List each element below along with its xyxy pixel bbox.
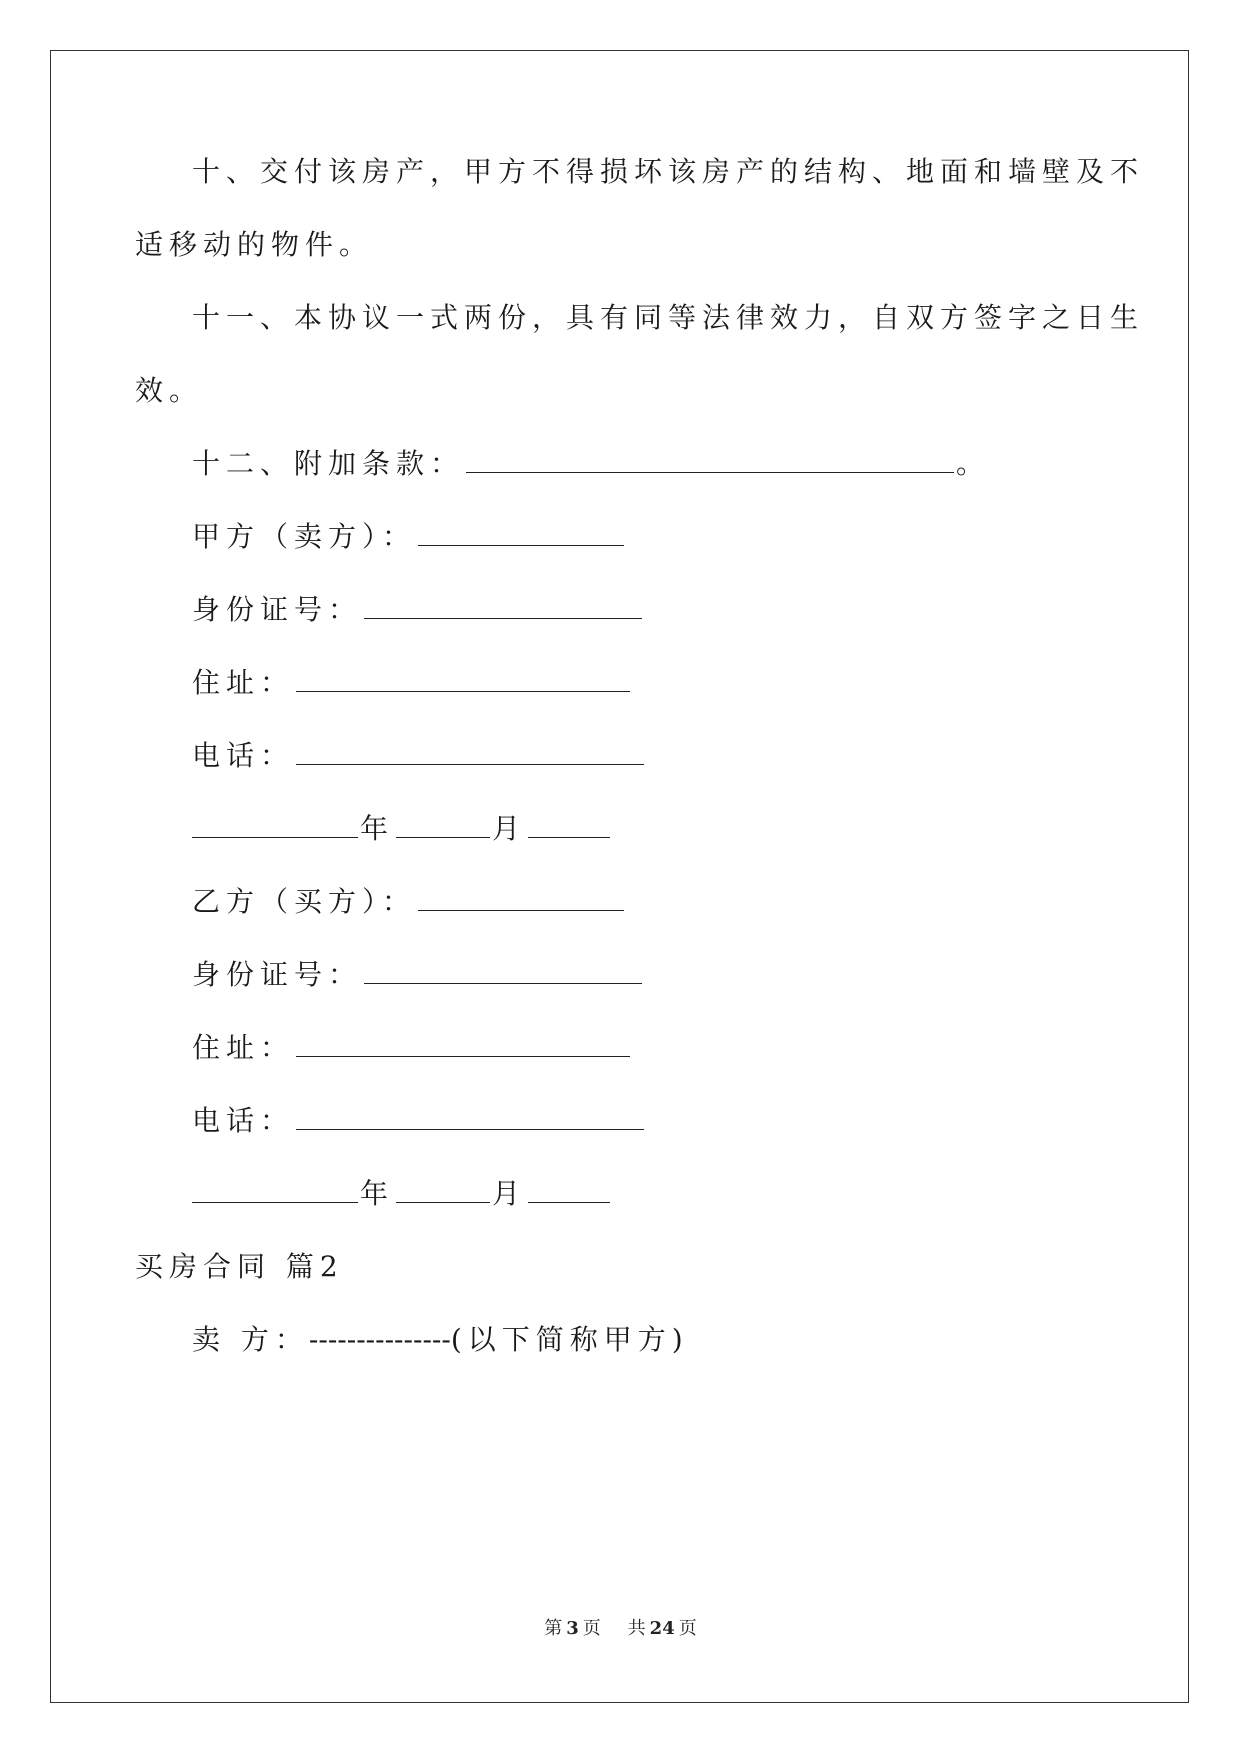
party-b-phone-label: 电话：	[192, 1104, 295, 1137]
party-a-label: 甲方（卖方）：	[192, 520, 417, 553]
page-number: 3	[566, 1618, 579, 1639]
party-a-month-label: 月	[492, 812, 527, 845]
party-b-day-blank[interactable]	[528, 1176, 610, 1203]
party-b-month-label: 月	[492, 1177, 527, 1210]
party-a-id-label: 身份证号：	[192, 593, 363, 626]
party-b-month-blank[interactable]	[396, 1176, 490, 1203]
party-a-blank[interactable]	[418, 519, 624, 546]
party-b-id-blank[interactable]	[364, 957, 642, 984]
party-a-day-blank[interactable]	[528, 811, 610, 838]
party-a-row	[192, 517, 626, 557]
party-b-id-row	[192, 955, 644, 995]
party-a-id-row	[192, 590, 644, 630]
page-suffix: 页	[582, 1618, 601, 1639]
party-a-address-blank[interactable]	[296, 665, 630, 692]
party-b-year-blank[interactable]	[192, 1176, 358, 1203]
party-a-year-label: 年	[360, 812, 395, 845]
party-a-address-label: 住址：	[192, 666, 295, 699]
party-b-id-label: 身份证号：	[192, 958, 363, 991]
party-a-id-blank[interactable]	[364, 592, 642, 619]
clause-10-line1: 十、交付该房产，甲方不得损坏该房产的结构、地面和墙壁及不	[192, 155, 1145, 188]
clause-12-end: 。	[956, 447, 991, 480]
party-a-month-blank[interactable]	[396, 811, 490, 838]
total-number: 24	[649, 1618, 675, 1639]
clause-12	[192, 444, 990, 484]
party-b-address-blank[interactable]	[296, 1030, 630, 1057]
seller-dashes: ---------------	[308, 1323, 451, 1356]
clause-10-line2: 适移动的物件。	[135, 228, 374, 261]
party-b-phone-row	[192, 1101, 646, 1141]
total-suffix: 页	[678, 1618, 697, 1639]
party-a-phone-row	[192, 736, 646, 776]
party-a-address-row	[192, 663, 632, 703]
party-b-address-label: 住址：	[192, 1031, 295, 1064]
party-a-year-blank[interactable]	[192, 811, 358, 838]
party-b-blank[interactable]	[418, 884, 624, 911]
party-b-year-label: 年	[360, 1177, 395, 1210]
page-footer	[0, 1617, 1241, 1641]
section-2-heading: 买房合同 篇2	[135, 1250, 344, 1283]
page-prefix: 第	[544, 1618, 563, 1639]
seller-note: (以下简称甲方)	[450, 1323, 689, 1356]
party-b-phone-blank[interactable]	[296, 1103, 644, 1130]
party-b-date-row	[190, 1174, 612, 1214]
clause-11-line2: 效。	[135, 374, 204, 407]
total-prefix: 共	[627, 1618, 646, 1639]
party-b-label: 乙方（买方）：	[192, 885, 417, 918]
clause-11-line1: 十一、本协议一式两份，具有同等法律效力，自双方签字之日生	[192, 301, 1145, 334]
party-b-address-row	[192, 1028, 632, 1068]
clause-12-blank[interactable]	[466, 446, 954, 473]
party-a-date-row	[190, 809, 612, 849]
party-a-phone-blank[interactable]	[296, 738, 644, 765]
seller-row	[192, 1320, 689, 1360]
clause-12-label: 十二、附加条款：	[192, 447, 465, 480]
party-b-row	[192, 882, 626, 922]
party-a-phone-label: 电话：	[192, 739, 295, 772]
seller-label: 卖 方：	[192, 1323, 309, 1356]
